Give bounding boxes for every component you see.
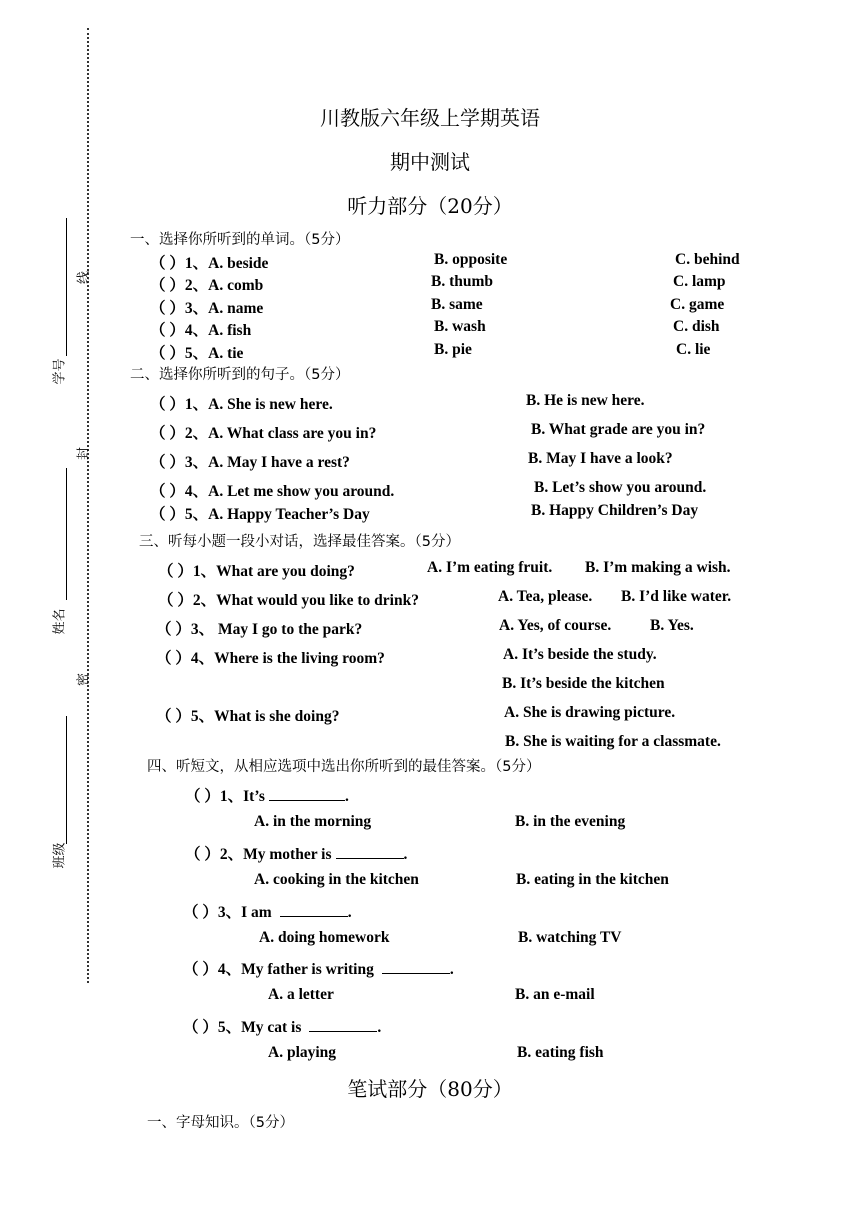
s1-q1-b: B. opposite — [434, 251, 508, 268]
section2-heading: 二、选择你所听到的句子。（5分） — [130, 367, 350, 383]
s2-q5-b: B. Happy Children’s Day — [531, 502, 699, 519]
s3-q5-a: A. She is drawing picture. — [504, 704, 676, 721]
s4-q1-a: A. in the morning — [254, 813, 372, 830]
answer-blank[interactable] — [382, 959, 450, 974]
s3-q5-b: B. She is waiting for a classmate. — [505, 733, 721, 750]
s4-q5-a: A. playing — [268, 1044, 337, 1061]
section3-heading: 三、听每小题一段小对话，选择最佳答案。（5分） — [139, 534, 460, 550]
s3-q4-q: （ ）4、Where is the living room? — [156, 650, 385, 667]
s4-q2-b: B. eating in the kitchen — [516, 871, 669, 888]
s4-q2-a: A. cooking in the kitchen — [254, 871, 419, 888]
s1-q5-b: B. pie — [434, 341, 472, 358]
s4-q3-stem: （ ）3、I am — [183, 904, 272, 921]
s4-q2: （ ）2、My mother is . — [185, 846, 408, 863]
s1-q5-c: C. lie — [676, 341, 711, 358]
s3-q5-q: （ ）5、What is she doing? — [156, 708, 340, 725]
s3-q1-b: B. I’m making a wish. — [585, 559, 731, 576]
s1-q3-b: B. same — [431, 296, 483, 313]
section1-heading: 一、选择你所听到的单词。（5分） — [130, 232, 350, 248]
answer-blank[interactable] — [280, 902, 348, 917]
s3-q2-q: （ ）2、What would you like to drink? — [158, 592, 419, 609]
s3-q2-b: B. I’d like water. — [621, 588, 732, 605]
s3-q2-a: A. Tea, please. — [498, 588, 593, 605]
s4-q3: （ ）3、I am . — [183, 904, 352, 921]
s2-q1-b: B. He is new here. — [526, 392, 645, 409]
name-line — [66, 468, 67, 600]
listening-header: 听力部分（20分） — [347, 194, 513, 218]
s4-q1-stem: （ ）1、It’s — [185, 788, 265, 805]
section4-heading: 四、听短文，从相应选项中选出你所听到的最佳答案。（5分） — [147, 759, 541, 775]
s1-q3-c: C. game — [670, 296, 725, 313]
s4-q3-a: A. doing homework — [259, 929, 390, 946]
s1-q2-b: B. thumb — [431, 273, 494, 290]
s4-q5: （ ）5、My cat is . — [183, 1019, 382, 1036]
answer-blank[interactable] — [269, 786, 345, 801]
s1-q4-a: （ ）4、A. fish — [150, 322, 252, 339]
s2-q2-a: （ ）2、A. What class are you in? — [150, 425, 377, 442]
seal-char-xian: 线 — [76, 271, 92, 285]
s1-q3-a: （ ）3、A. name — [150, 300, 264, 317]
s1-q2-c: C. lamp — [673, 273, 726, 290]
s1-q1-c: C. behind — [675, 251, 740, 268]
s2-q3-b: B. May I have a look? — [528, 450, 673, 467]
s3-q4-a: A. It’s beside the study. — [503, 646, 657, 663]
s3-q3-q: （ ）3、 May I go to the park? — [156, 621, 363, 638]
class-label: 班级 — [52, 842, 68, 869]
s4-q4: （ ）4、My father is writing . — [183, 961, 454, 978]
s4-q3-b: B. watching TV — [518, 929, 622, 946]
s4-q1: （ ）1、It’s . — [185, 788, 349, 805]
s2-q5-a: （ ）5、A. Happy Teacher’s Day — [150, 506, 370, 523]
seal-char-feng: 封 — [76, 447, 92, 461]
s1-q2-a: （ ）2、A. comb — [150, 277, 264, 294]
s4-q5-stem: （ ）5、My cat is — [183, 1019, 302, 1036]
writing-header: 笔试部分（80分） — [347, 1077, 513, 1101]
s2-q4-a: （ ）4、A. Let me show you around. — [150, 483, 395, 500]
s3-q4-b: B. It’s beside the kitchen — [502, 675, 665, 692]
s1-q5-a: （ ）5、A. tie — [150, 345, 244, 362]
page-subtitle: 期中测试 — [390, 150, 470, 174]
s2-q4-b: B. Let’s show you around. — [534, 479, 707, 496]
s3-q1-q: （ ）1、What are you doing? — [158, 563, 355, 580]
s2-q3-a: （ ）3、A. May I have a rest? — [150, 454, 350, 471]
s4-q4-b: B. an e-mail — [515, 986, 595, 1003]
s2-q1-a: （ ）1、A. She is new here. — [150, 396, 333, 413]
s1-q4-b: B. wash — [434, 318, 486, 335]
s3-q3-b: B. Yes. — [650, 617, 694, 634]
name-label: 姓名 — [52, 608, 68, 635]
page-title: 川教版六年级上学期英语 — [320, 106, 540, 130]
class-line — [66, 716, 67, 844]
s1-q1-a: （ ）1、A. beside — [150, 255, 269, 272]
s4-q5-b: B. eating fish — [517, 1044, 604, 1061]
s4-q1-b: B. in the evening — [515, 813, 626, 830]
answer-blank[interactable] — [309, 1017, 377, 1032]
s2-q2-b: B. What grade are you in? — [531, 421, 706, 438]
s4-q4-a: A. a letter — [268, 986, 334, 1003]
student-id-label: 学号 — [52, 358, 68, 385]
writing-section1-heading: 一、字母知识。（5分） — [147, 1115, 294, 1131]
student-id-line — [66, 218, 67, 356]
s4-q2-stem: （ ）2、My mother is — [185, 846, 332, 863]
s3-q3-a: A. Yes, of course. — [499, 617, 612, 634]
s3-q1-a: A. I’m eating fruit. — [427, 559, 553, 576]
answer-blank[interactable] — [336, 844, 404, 859]
s4-q4-stem: （ ）4、My father is writing — [183, 961, 374, 978]
s1-q4-c: C. dish — [673, 318, 720, 335]
seal-char-mi: 密 — [76, 673, 92, 687]
